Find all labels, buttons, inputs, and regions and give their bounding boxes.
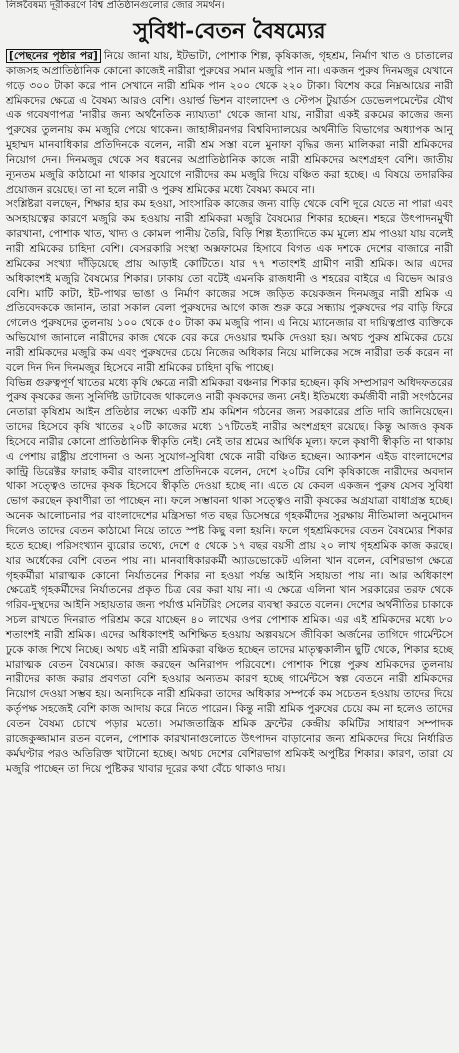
article-paragraph	[6, 197, 453, 375]
article-paragraph	[6, 376, 453, 777]
article-body	[0, 49, 459, 776]
article-paragraph	[6, 49, 453, 197]
previous-article-line: লিঙ্গবৈষম্য দূরীকরণে বিশ্ব প্রতিষ্ঠানগুলোর জোর সমর্থন।	[6, 0, 225, 11]
article-headline: সুবিধা-বেতন বৈষম্যের	[133, 18, 326, 44]
paragraph-text: সংশ্লিষ্টরা বলছেন, শিক্ষার হার কম হওয়া, সাংসারিক কাজের জন্য বাড়ি থেকে বেশি দূরে যেতে না পারা এবং অসহায়ত্বের কারণে মজুরি কম হওয়ায় নারী শ্রমিকরা মজুরি বৈষম্যের শিকার হচ্ছেন। শহরে উৎপাদনমুখী কারখানা, পোশাক খাত, খাদ্য ও কোমল পানীয় তৈরি, বিড়ি শিল্প ইত্যাদিতে কম মূল্যে শ্রম পাওয়া যায় বলেই নারী শ্রমিকের চাহিদা বেশি। বেসরকারি সংস্থা অক্সফামের হিসাবে বিগত এক দশকে দেশের বাজারে নারী শ্রমিকের সংখ্যা দাঁড়িয়েছে প্রায় আড়াই কোটিতে। যার ৭৭ শতাংশই গ্রামীণ নারী শ্রমিক। আর এদের অধিকাংশই মজুরি বৈষম্যের শিকার। ঢাকায় তো বটেই এমনকি রাজধানী ও শহরের বাইরে এ বিভেদ আরও বেশি। মাটি কাটা, ইট-পাথর ভাঙা ও নির্মাণ কাজের সঙ্গে জড়িত কয়েকজন দিনমজুর নারী শ্রমিক এ প্রতিবেদককে জানান, তারা সকাল বেলা পুরুষদের আগে কাজ শুরু করে সন্ধ্যায় পুরুষদের পর বাড়ি ফিরে গেলেও পুরুষদের তুলনায় ১০০ থেকে ৫০ টাকা কম মজুরি পান। এ নিয়ে ম্যানেজার বা দায়িত্বপ্রাপ্ত ব্যক্তিকে অভিযোগ জানালে নারীদের কাজ থেকে বের করে দেওয়ার হুমকি দেওয়া হয়। অথচ পুরুষ শ্রমিকের চেয়ে নারী শ্রমিকদের মজুরি কম এবং পুরুষদের চেয়ে নিজের অধিকার নিয়ে মালিকের সঙ্গে নারীরা তর্ক করেন না বলে দিন দিন দিনমজুর হিসেবে নারী শ্রমিকের চাহিদা বৃদ্ধি পাচ্ছে।	[6, 198, 453, 374]
paragraph-text: নিয়ে জানা যায়, ইটভাটা, পোশাক শিল্প, কৃষিকাজ, গৃহশ্রম, নির্মাণ খাত ও চাতালের কাজসহ অপ্রাতিষ্ঠানিক কোনো কাজেই নারীরা পুরুষের সমান মজুরি পান না। একজন পুরুষ দিনমজুর যেখানে গড়ে ৩০০ টাকা করে পান সেখানে নারী শ্রমিক পান ২০০ থেকে ২২০ টাকা। বিশেষ করে নিম্নআয়ের নারী শ্রমিকদের ক্ষেত্রে এ বৈষম্য আরও বেশি। ওয়ার্ল্ড ভিশন বাংলাদেশ ও স্টেপস টুয়ার্ডস ডেভেলপমেন্টের যৌথ এক গবেষণাপত্র 'নারীর জন্য অর্থনৈতিক ন্যায্যতা' থেকে জানা যায়, নারীরা একই রকমের কাজের জন্য পুরুষের তুলনায় কম মজুরি পেয়ে থাকেন। জাহাঙ্গীরনগর বিশ্ববিদ্যালয়ের অর্থনীতি বিভাগের অধ্যাপক আনু মুহাম্মদ মানবাধিকার প্রতিদিনকে বলেন, নারী শ্রম সস্তা বলে মুনাফা বৃদ্ধির জন্য মালিকরা নারী শ্রমিকদের নিয়োগ দেন। দিনমজুর থেকে সব ধরনের অপ্রাতিষ্ঠানিক কাজে নারী শ্রমিকদের অংশগ্রহণ বেশি। জাতীয় ন্যূনতম মজুরি কাঠামো না থাকার সুযোগে নারীদের কম মজুরি দিয়ে বঞ্চিত করা হচ্ছে। এ বিষয়ে তদারকির প্রয়োজন রয়েছে। তা না হলে নারী ও পুরুষ শ্রমিকের মধ্যে বৈষম্য কমবে না।	[6, 50, 453, 196]
paragraph-text: বিভিন্ন গুরুত্বপূর্ণ খাতের মধ্যে কৃষি ক্ষেত্রে নারী শ্রমিকরা বঞ্চনার শিকার হচ্ছেন। কৃষি সম্প্রসারণ অধিদফতরের পুরুষ কৃষকের জন্য সুনির্দিষ্ট ডাটাবেজ থাকলেও নারী কৃষকদের জন্য নেই। ইতিমধ্যে কর্মজীবী নারী সংগঠনের নেতারা কৃষিশ্রম আইন প্রতিষ্ঠার লক্ষ্যে একটি শ্রম কমিশন গঠনের জন্য সরকারের প্রতি দাবি জানিয়েছেন। তাদের হিসেবে কৃষি খাতের ২০টি কাজের মধ্যে ১৭টিতেই নারীর অংশগ্রহণ রয়েছে। কিন্তু আজও কৃষক হিসেবে নারীর কোনো প্রাতিষ্ঠানিক স্বীকৃতি নেই। নেই তার শ্রমের আর্থিক মূল্য। ফলে কৃষাণী স্বীকৃতি না থাকায় এ পেশায় রাষ্ট্রীয় প্রণোদনা ও অন্য সুযোগ-সুবিধা থেকে নারী বঞ্চিত হচ্ছেন। অ্যাকশন এইড বাংলাদেশের কান্ট্রি ডিরেক্টর ফারাহ কবীর বাংলাদেশ প্রতিদিনকে বলেন, দেশে ২০টির বেশি কৃষিকাজে নারীদের অবদান থাকা সত্ত্বেও তাদের কৃষক হিসেবে স্বীকৃতি দেওয়া হচ্ছে না। এতে যে কেবল একজন পুরুষ যেসব সুবিধা ভোগ করছেন কৃষাণীরা তা পাচ্ছেন না। ফলে সম্ভাবনা থাকা সত্ত্বেও নারী কৃষকের অগ্রযাত্রা বাধাগ্রস্ত হচ্ছে। অনেক আলোচনার পর বাংলাদেশের মন্ত্রিসভা গত বছর ডিসেম্বরে গৃহকর্মীদের সুরক্ষায় নীতিমালা অনুমোদন দিলেও তাদের বেতন কাঠামো নিয়ে তাতে স্পষ্ট কিছু বলা হয়নি। ফলে গৃহশ্রমিকদের বেতন বৈষম্যের শিকার হতে হচ্ছে। পরিসংখ্যান ব্যুরোর তথ্যে, দেশে ৫ থেকে ১৭ বছর বয়সী প্রায় ২০ লাখ গৃহশ্রমিক কাজ করছে। যার অর্ধেকের বেশি বেতন পায় না। মানবাধিকারকর্মী অ্যাডভোকেট এলিনা খান বলেন, বেশিরভাগ ক্ষেত্রে গৃহকর্মীরা মারাত্মক কোনো নির্যাতনের শিকার না হওয়া পর্যন্ত আইনি সহায়তা পায় না। আর অধিকাংশ ক্ষেত্রেই গৃহকর্মীদের নির্যাতনের প্রকৃত চিত্র বের করা যায় না। এ ক্ষেত্রে এলিনা খান সরকারের তরফ থেকে গরিব-দুস্থদের আইনি সহায়তার জন্য পর্যাপ্ত মনিটরিং সেলের ব্যবস্থা করতে বলেন। দেশের অর্থনীতির চাকাকে সচল রাখতে দিনরাত পরিশ্রম করে যাচ্ছেন ৪০ লাখের ওপর পোশাক শ্রমিক। এর এই শ্রমিকদের মধ্যে ৮০ শতাংশই নারী শ্রমিক। এদের অধিকাংশই অশিক্ষিত হওয়ায় অল্পবয়সে জীবিকা অর্জনের তাগিদে গার্মেন্টসে ঢুকে কাজ শিখে নিচ্ছে। অথচ এই নারী শ্রমিকরা বঞ্চিত হচ্ছেন তাদের মাতৃত্বকালীন ছুটি থেকে, শিকার হচ্ছে মারাত্মক বেতন বৈষম্যের। কাজ করছেন অনিরাপদ পরিবেশে। পোশাক শিল্পে পুরুষ শ্রমিকদের তুলনায় নারীদের কাজ করার প্রবণতা বেশি হওয়ার অন্যতম কারণ হচ্ছে গার্মেন্টসে স্বল্প বেতনে নারী শ্রমিকদের নিয়োগ দেওয়া সম্ভব হয়। অন্যদিকে নারী শ্রমিকরা তাদের অধিকার সম্পর্কে কম সচেতন হওয়ায় তাদের দিয়ে কর্তৃপক্ষ সহজেই বেশি কাজ আদায় করে নিতে পারেন। কিন্তু নারী শ্রমিক পুরুষের চেয়ে কম না হলেও তাদের বেতন বৈষম্য চোখে পড়ার মতো। সমাজতান্ত্রিক শ্রমিক ফ্রন্টের কেন্দ্রীয় কমিটির সাধারণ সম্পাদক রাজেকুজ্জামান রতন বলেন, পোশাক কারখানাগুলোতে উৎপাদন বাড়ানোর জন্য শ্রমিকদের দিয়ে নির্ধারিত কর্মঘণ্টার পরও অতিরিক্ত খাটানো হচ্ছে। অথচ দেশের বেশিরভাগ শ্রমিকই অপুষ্টির শিকার। কারণ, তারা যে মজুরি পাচ্ছেন তা দিয়ে পুষ্টিকর খাবার দূরের কথা বেঁচে থাকাও দায়।	[6, 376, 454, 775]
continued-from-kicker: [পেছনের পৃষ্ঠার পর]	[6, 49, 101, 63]
